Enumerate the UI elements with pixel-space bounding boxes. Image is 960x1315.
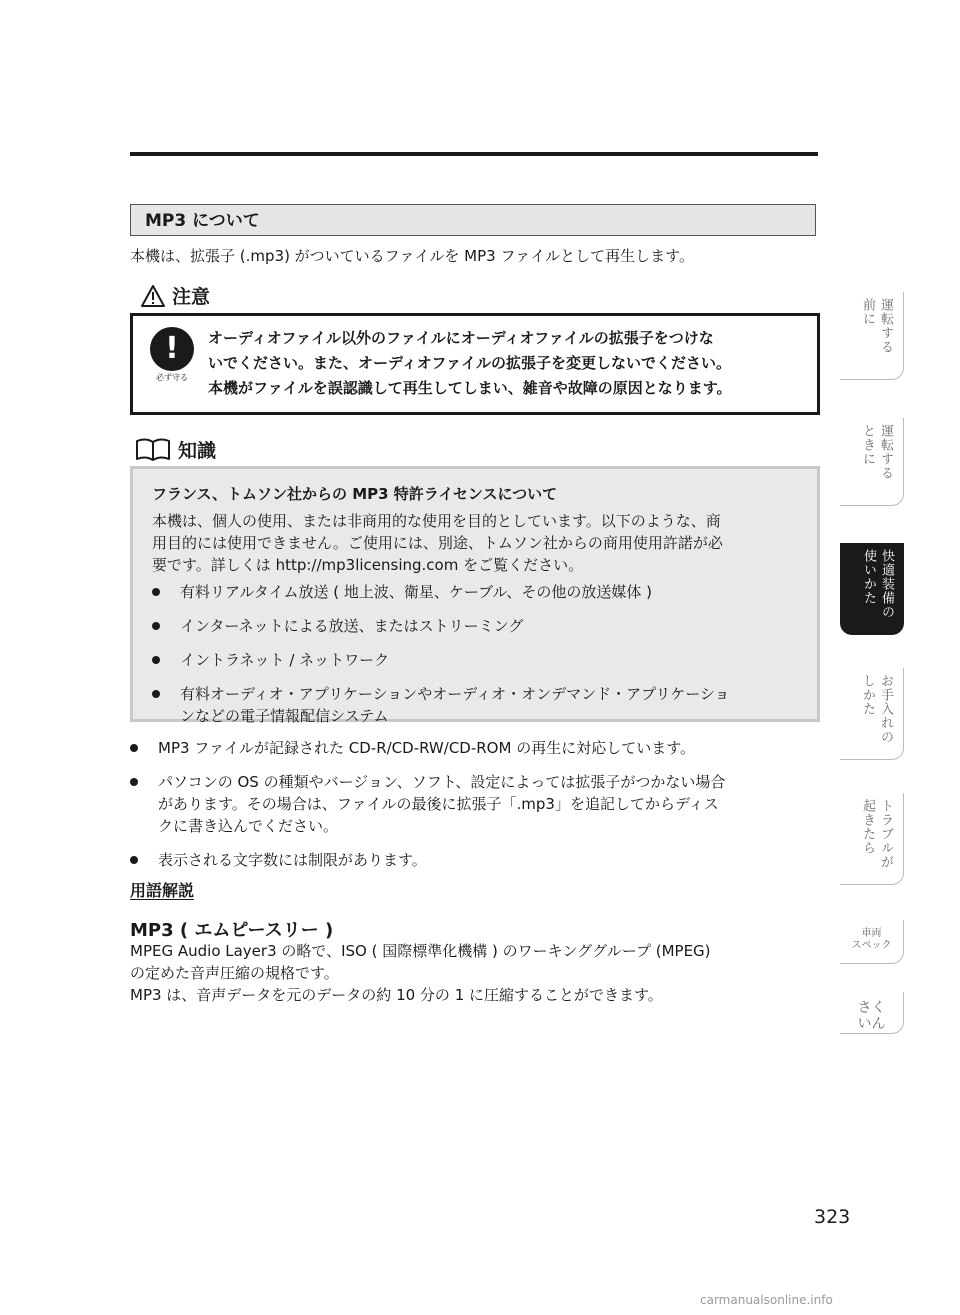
tab-while-driving[interactable]: 運転する ときに xyxy=(840,418,904,506)
open-book-icon xyxy=(134,437,172,463)
glossary-term: MP3 ( エムピースリー ) xyxy=(130,920,334,941)
list-item: インターネットによる放送、またはストリーミング xyxy=(152,615,802,637)
caution-label xyxy=(140,282,210,309)
exclamation-icon: ! xyxy=(150,327,194,371)
watermark: carmanualsonline.info xyxy=(700,1293,833,1307)
bullet-icon xyxy=(130,856,138,864)
glossary-definition xyxy=(130,940,820,1006)
caution-line: 本機がファイルを誤認識して再生してしまい、雑音や故障の原因となります。 xyxy=(208,379,732,397)
knowledge-title: フランス、トムソン社からの MP3 特許ライセンスについて xyxy=(152,485,558,503)
tab-vehicle-specs[interactable]: 車両 スペック xyxy=(840,920,904,964)
tab-troubles[interactable]: トラブルが 起きたら xyxy=(840,793,904,885)
list-item: MP3 ファイルが記録された CD-R/CD-RW/CD-ROM の再生に対応しています。 xyxy=(130,737,820,759)
bullet-icon xyxy=(130,778,138,786)
glossary-heading: 用語解説 xyxy=(130,881,195,900)
section-title: MP3 について xyxy=(130,204,816,236)
knowledge-body-line: 用目的には使用できません。ご使用には、別途、トムソン社からの商用使用許諾が必 xyxy=(152,534,723,552)
intro-text: 本機は、拡張子 (.mp3) がついているファイルを MP3 ファイルとして再生します。 xyxy=(130,247,694,265)
tab-comfort-equipment[interactable]: 快適装備の 使いかた xyxy=(840,543,904,635)
caution-label-text: 注意 xyxy=(172,286,211,308)
bullet-icon xyxy=(130,744,138,752)
glossary-line: MPEG Audio Layer3 の略で、ISO ( 国際標準化機構 ) のワーキンググループ (MPEG) xyxy=(130,942,711,960)
list-item: パソコンの OS の種類やバージョン、ソフト、設定によっては拡張子がつかない場合 があります。その場合は、ファイルの最後に拡張子「.mp3」を追記してからディス クに書き込んでください。 xyxy=(130,771,820,837)
tab-before-driving[interactable]: 運転する 前に xyxy=(840,292,904,380)
knowledge-label xyxy=(134,436,216,463)
tab-maintenance[interactable]: お手入れの しかた xyxy=(840,668,904,760)
knowledge-body-line: 要です。詳しくは http://mp3licensing.com をご覧ください。 xyxy=(152,556,584,574)
top-rule xyxy=(130,152,818,156)
tab-index[interactable]: さく いん xyxy=(840,992,904,1034)
knowledge-list xyxy=(152,581,802,739)
glossary-line: の定めた音声圧縮の規格です。 xyxy=(130,964,339,982)
bullet-icon xyxy=(152,588,160,596)
must-follow-icon xyxy=(146,327,198,383)
page-number: 323 xyxy=(814,1206,851,1228)
notes-list xyxy=(130,737,820,883)
bullet-icon xyxy=(152,690,160,698)
knowledge-label-text: 知識 xyxy=(178,440,217,462)
caution-line: いでください。また、オーディオファイルの拡張子を変更しないでください。 xyxy=(208,354,732,372)
bullet-icon xyxy=(152,656,160,664)
warning-triangle-icon xyxy=(140,284,166,308)
list-item: イントラネット / ネットワーク xyxy=(152,649,802,671)
caution-text xyxy=(208,326,808,401)
knowledge-body-line: 本機は、個人の使用、または非商用的な使用を目的としています。以下のような、商 xyxy=(152,512,721,530)
bullet-icon xyxy=(152,622,160,630)
list-item: 有料オーディオ・アプリケーションやオーディオ・オンデマンド・アプリケーショ ンなどの電子情報配信システム xyxy=(152,683,802,727)
caution-line: オーディオファイル以外のファイルにオーディオファイルの拡張子をつけな xyxy=(208,329,714,347)
list-item: 有料リアルタイム放送 ( 地上波、衛星、ケーブル、その他の放送媒体 ) xyxy=(152,581,802,603)
must-follow-caption: 必ず守る xyxy=(156,373,188,382)
glossary-line: MP3 は、音声データを元のデータの約 10 分の 1 に圧縮することができます。 xyxy=(130,986,663,1004)
list-item: 表示される文字数には制限があります。 xyxy=(130,849,820,871)
knowledge-body xyxy=(152,510,802,576)
